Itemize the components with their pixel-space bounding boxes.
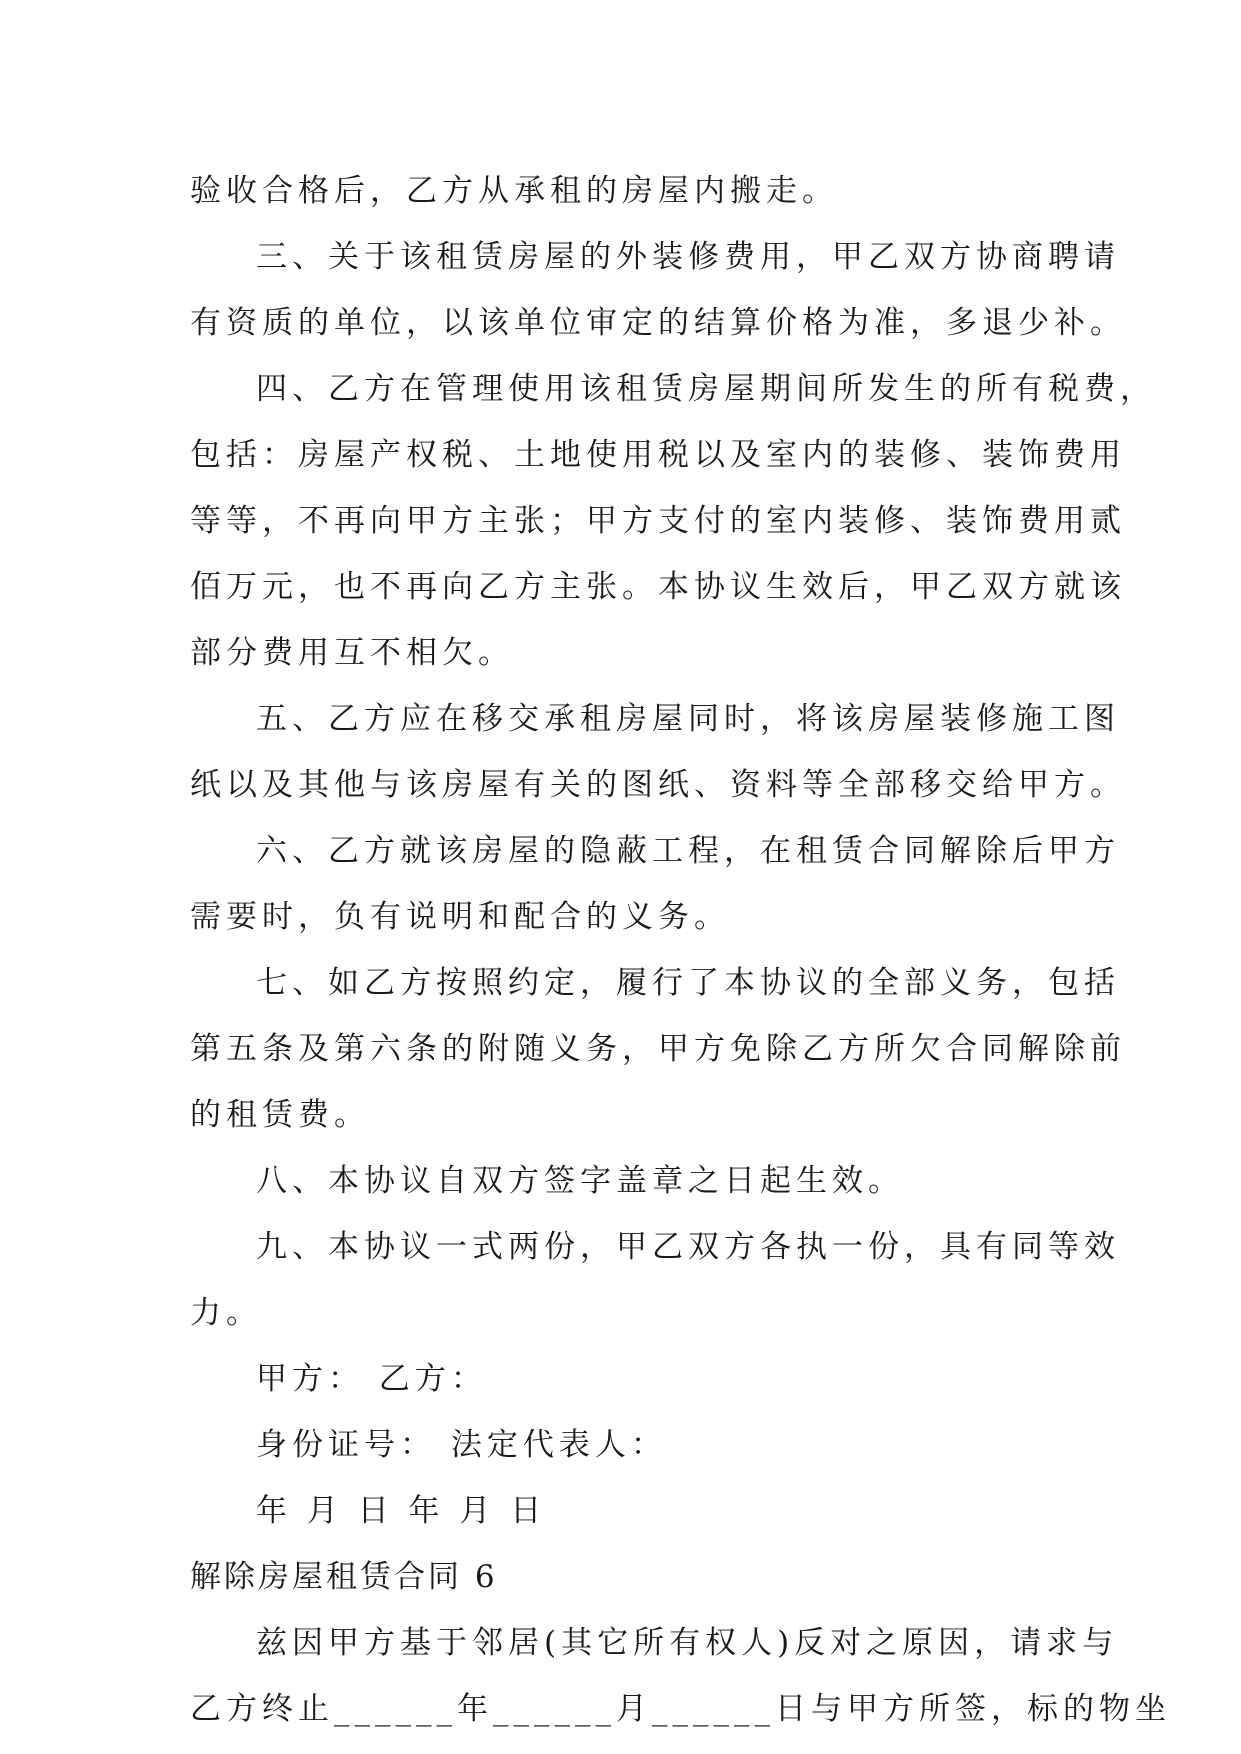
- clause-4-line-1: 四、乙方在管理使用该租赁房屋期间所发生的所有税费，: [256, 371, 1156, 407]
- clause-4-line-4: 佰万元，也不再向乙方主张。本协议生效后，甲乙双方就该: [190, 569, 1126, 605]
- clause-7-line-1: 七、如乙方按照约定，履行了本协议的全部义务，包括: [256, 965, 1120, 1001]
- clause-4-line-2: 包括：房屋产权税、土地使用税以及室内的装修、装饰费用: [190, 437, 1126, 473]
- clause-6-line-2: 需要时，负有说明和配合的义务。: [190, 899, 730, 935]
- clause-8-line-1: 八、本协议自双方签字盖章之日起生效。: [256, 1163, 904, 1199]
- signature-dates: 年 月 日 年 月 日: [256, 1493, 547, 1529]
- text-line-1: 验收合格后，乙方从承租的房屋内搬走。: [190, 173, 838, 209]
- section-title: 解除房屋租赁合同 6: [190, 1559, 498, 1595]
- clause-3-line-1: 三、关于该租赁房屋的外装修费用，甲乙双方协商聘请: [256, 239, 1120, 275]
- clause-5-line-1: 五、乙方应在移交承租房屋同时，将该房屋装修施工图: [256, 701, 1120, 737]
- clause-9-line-1: 九、本协议一式两份，甲乙双方各执一份，具有同等效: [256, 1229, 1120, 1265]
- clause-4-line-3: 等等，不再向甲方主张；甲方支付的室内装修、装饰费用贰: [190, 503, 1126, 539]
- intro-line-1: 兹因甲方基于邻居(其它所有权人)反对之原因，请求与: [256, 1625, 1119, 1661]
- clause-3-line-2: 有资质的单位，以该单位审定的结算价格为准，多退少补。: [190, 305, 1126, 341]
- intro-line-2: 乙方终止______年______月______日与甲方所签，标的物坐: [190, 1691, 1171, 1727]
- clause-7-line-3: 的租赁费。: [190, 1097, 370, 1133]
- clause-9-line-2: 力。: [190, 1295, 262, 1331]
- clause-7-line-2: 第五条及第六条的附随义务，甲方免除乙方所欠合同解除前: [190, 1031, 1126, 1067]
- signature-parties: 甲方： 乙方：: [256, 1361, 487, 1397]
- clause-4-line-5: 部分费用互不相欠。: [190, 635, 514, 671]
- clause-6-line-1: 六、乙方就该房屋的隐蔽工程，在租赁合同解除后甲方: [256, 833, 1120, 869]
- clause-5-line-2: 纸以及其他与该房屋有关的图纸、资料等全部移交给甲方。: [190, 767, 1126, 803]
- signature-id-representative: 身份证号： 法定代表人：: [256, 1427, 667, 1463]
- document-body: [190, 158, 1171, 1742]
